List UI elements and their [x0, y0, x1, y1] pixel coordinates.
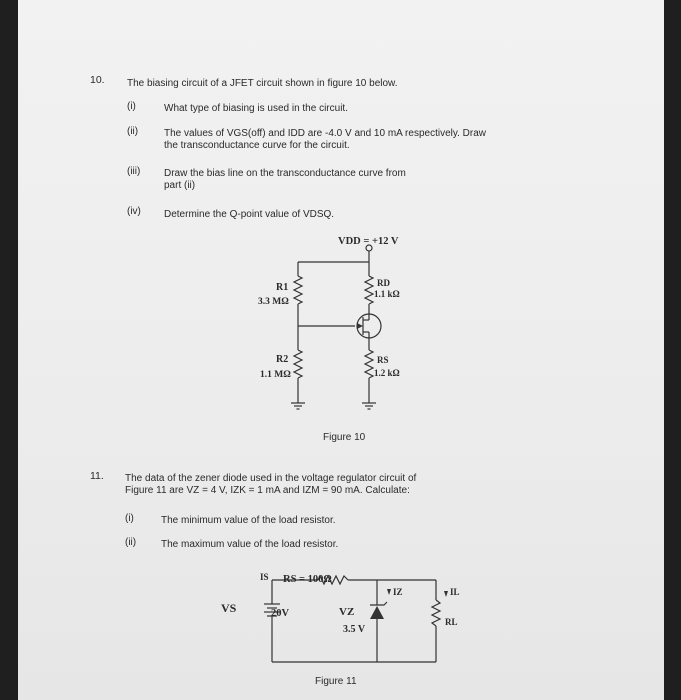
q10-part-label: (iv) [127, 206, 141, 217]
q10-part-label: (ii) [127, 126, 139, 137]
q11-number: 11. [90, 470, 104, 482]
q10-part-label: (iii) [127, 166, 141, 177]
q10-part-text: Draw the bias line on the transconductance curve from [164, 168, 406, 179]
figure-11-caption: Figure 11 [315, 676, 357, 687]
il-label: IL [450, 587, 460, 597]
q11-part-text: The minimum value of the load resistor. [161, 515, 336, 526]
r1-label: R1 [276, 282, 289, 293]
rd-value: 1.1 kΩ [374, 289, 400, 299]
rs-value: 1.2 kΩ [374, 368, 400, 378]
q10-part-text: What type of biasing is used in the circuit. [164, 103, 348, 114]
q11-part-text: The maximum value of the load resistor. [161, 539, 339, 550]
vs-label: VS [221, 601, 237, 615]
q10-stem: The biasing circuit of a JFET circuit shown in figure 10 below. [127, 78, 398, 89]
q10-part-text: the transconductance curve for the circuit. [164, 140, 350, 151]
supply-label: VDD = +12 V [338, 236, 399, 247]
rd-label: RD [377, 278, 390, 288]
figure-10-circuit [18, 0, 664, 700]
q10-part-text: part (ii) [164, 180, 196, 191]
r2-value: 1.1 MΩ [260, 370, 291, 380]
rl-label: RL [445, 617, 458, 627]
r2-label: R2 [276, 354, 289, 365]
document-page [18, 0, 664, 700]
r1-value: 3.3 MΩ [258, 297, 289, 307]
q11-part-label: (ii) [125, 537, 137, 548]
vz-label: VZ [339, 606, 355, 618]
iz-label: IZ [393, 587, 403, 597]
q10-part-label: (i) [127, 101, 136, 112]
q11-stem: Figure 11 are VZ = 4 V, IZK = 1 mA and IZM = 90 mA. Calculate: [125, 485, 410, 496]
rs-label: RS = 100Ω [283, 574, 332, 585]
figure-10-caption: Figure 10 [323, 432, 366, 443]
source-value: 20V [271, 608, 290, 619]
q10-part-text: Determine the Q-point value of VDSQ. [164, 209, 335, 220]
rs-label: RS [377, 355, 389, 365]
q11-stem: The data of the zener diode used in the voltage regulator circuit of [125, 473, 417, 484]
is-label: IS [260, 572, 269, 582]
q11-part-label: (i) [125, 513, 134, 524]
q10-number: 10. [90, 74, 105, 86]
vz-value: 3.5 V [343, 624, 366, 635]
q10-part-text: The values of VGS(off) and IDD are -4.0 V and 10 mA respectively. Draw [164, 128, 486, 139]
